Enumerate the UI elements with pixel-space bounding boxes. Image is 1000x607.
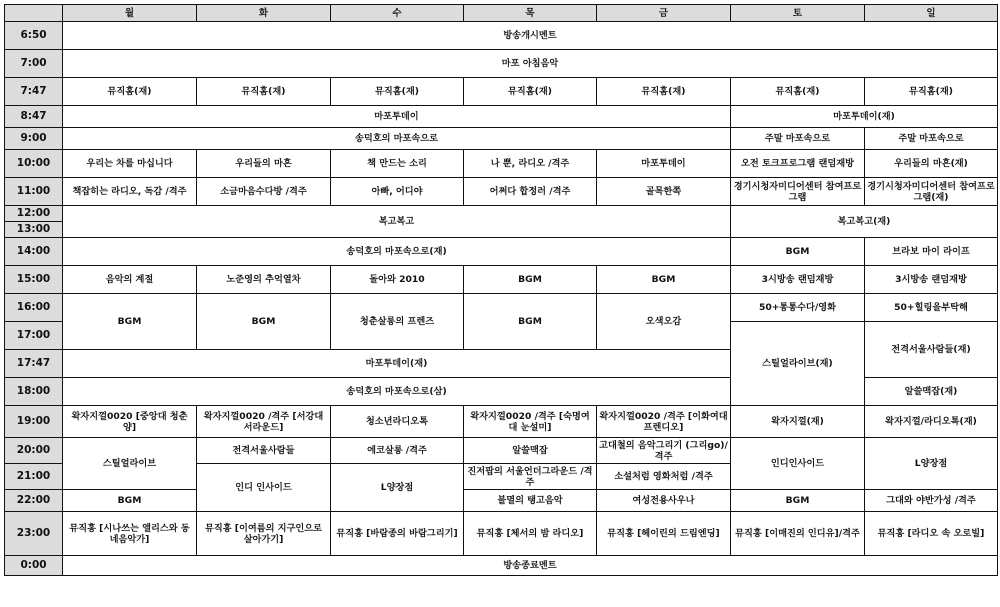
- program-cell: BGM: [731, 490, 865, 512]
- program-cell: 뮤직홍 [라디오 속 오로빌]: [865, 512, 998, 556]
- time-cell: 21:00: [5, 464, 63, 490]
- program-cell: 주말 마포속으로: [731, 128, 865, 150]
- time-cell: 8:47: [5, 106, 63, 128]
- program-cell: 진저팝의 서울언더그라운드 /격주: [464, 464, 597, 490]
- program-cell: 뮤직홍 [이여름의 지구인으로 살아가기]: [197, 512, 331, 556]
- day-header: 토: [731, 5, 865, 22]
- time-cell: 7:47: [5, 78, 63, 106]
- program-cell: 50+힐링을부탁해: [865, 294, 998, 322]
- day-header: 화: [197, 5, 331, 22]
- day-header: 월: [63, 5, 197, 22]
- program-cell: 여성전용사우나: [597, 490, 731, 512]
- program-cell: 경기시청자미디어센터 참여프로그램: [731, 178, 865, 206]
- program-cell: 골목한쪽: [597, 178, 731, 206]
- time-cell: 6:50: [5, 22, 63, 50]
- program-cell: BGM: [464, 294, 597, 350]
- program-cell: 책 만드는 소리: [331, 150, 464, 178]
- program-cell: 복고복고(재): [731, 206, 998, 238]
- time-row: [5, 22, 998, 50]
- program-cell: 불멸의 탱고음악: [464, 490, 597, 512]
- time-cell: 23:00: [5, 512, 63, 556]
- program-cell: 알쓸맥잡: [464, 438, 597, 464]
- program-cell: 뮤직홍 [시나쓰는 앨리스와 동네음악가]: [63, 512, 197, 556]
- time-cell: 17:47: [5, 350, 63, 378]
- day-header: 금: [597, 5, 731, 22]
- header-row: [5, 5, 998, 22]
- program-cell: 마포 아침음악: [63, 50, 998, 78]
- program-cell: 왁자지껄(재): [731, 406, 865, 438]
- program-cell: 인디인사이드: [731, 438, 865, 490]
- program-cell: 방송개시멘트: [63, 22, 998, 50]
- broadcast-schedule-table: [4, 4, 998, 576]
- program-cell: BGM: [63, 490, 197, 512]
- time-cell: 17:00: [5, 322, 63, 350]
- program-cell: 뮤직홈(재): [731, 78, 865, 106]
- program-cell: 뮤직홈(재): [197, 78, 331, 106]
- program-cell: 왁자지껄/라디오톡(재): [865, 406, 998, 438]
- program-cell: 뮤직홍 [이매진의 인디유]/격주: [731, 512, 865, 556]
- program-cell: 3시방송 랜덤재방: [731, 266, 865, 294]
- program-cell: BGM: [197, 294, 331, 350]
- program-cell: 브라보 마이 라이프: [865, 238, 998, 266]
- time-row: [5, 150, 998, 178]
- time-cell: 12:00: [5, 206, 63, 222]
- program-cell: BGM: [597, 266, 731, 294]
- time-row: [5, 178, 998, 206]
- program-cell: 청춘살롱의 프렌즈: [331, 294, 464, 350]
- program-cell: 에코살롱 /격주: [331, 438, 464, 464]
- program-cell: 소금마음수다방 /격주: [197, 178, 331, 206]
- program-cell: BGM: [464, 266, 597, 294]
- program-cell: 우리는 차를 마십니다: [63, 150, 197, 178]
- program-cell: 오전 토크프로그램 랜덤재방: [731, 150, 865, 178]
- time-row: [5, 50, 998, 78]
- program-cell: 송덕호의 마포속으로: [63, 128, 731, 150]
- time-row: [5, 266, 998, 294]
- program-cell: 아빠, 어디야: [331, 178, 464, 206]
- program-cell: 50+통통수다/영화: [731, 294, 865, 322]
- program-cell: 마포투데이(재): [731, 106, 998, 128]
- time-cell: 15:00: [5, 266, 63, 294]
- time-row: [5, 78, 998, 106]
- program-cell: 고대철의 음악그리기 (그리go)/격주: [597, 438, 731, 464]
- program-cell: 노준영의 추억열차: [197, 266, 331, 294]
- time-row: [5, 556, 998, 576]
- time-cell: 18:00: [5, 378, 63, 406]
- program-cell: 왁자지껄0020 /격주 [이화여대 프렌디오]: [597, 406, 731, 438]
- time-cell: 7:00: [5, 50, 63, 78]
- schedule-container: [4, 4, 998, 576]
- day-header: 목: [464, 5, 597, 22]
- program-cell: 우리들의 마흔(재): [865, 150, 998, 178]
- time-cell: 19:00: [5, 406, 63, 438]
- program-cell: 나 뿐, 라디오 /격주: [464, 150, 597, 178]
- program-cell: 알쓸맥잡(재): [865, 378, 998, 406]
- day-header: 수: [331, 5, 464, 22]
- program-cell: 그대와 야반가성 /격주: [865, 490, 998, 512]
- time-cell: 10:00: [5, 150, 63, 178]
- program-cell: 왁자지껄0020 /격주 [서강대 서라운드]: [197, 406, 331, 438]
- program-cell: 전격서울사람들: [197, 438, 331, 464]
- program-cell: 송덕호의 마포속으로(재): [63, 238, 731, 266]
- program-cell: 스틸얼라이브: [63, 438, 197, 490]
- time-row: [5, 106, 998, 128]
- program-cell: 주말 마포속으로: [865, 128, 998, 150]
- program-cell: 책잡히는 라디오, 독감 /격주: [63, 178, 197, 206]
- program-cell: 스틸얼라이브(재): [731, 322, 865, 406]
- program-cell: L양장점: [865, 438, 998, 490]
- program-cell: 청소년라디오톡: [331, 406, 464, 438]
- corner-cell: [5, 5, 63, 22]
- program-cell: 소설처럼 영화처럼 /격주: [597, 464, 731, 490]
- time-cell: 13:00: [5, 222, 63, 238]
- program-cell: 뮤직홍 [체서의 밤 라디오]: [464, 512, 597, 556]
- time-row: [5, 490, 998, 512]
- program-cell: 뮤직홈(재): [597, 78, 731, 106]
- program-cell: 복고복고: [63, 206, 731, 238]
- time-row: [5, 406, 998, 438]
- time-cell: 20:00: [5, 438, 63, 464]
- program-cell: 인디 인사이드: [197, 464, 331, 512]
- program-cell: 뮤직홈(재): [464, 78, 597, 106]
- program-cell: 오색오감: [597, 294, 731, 350]
- time-row: [5, 128, 998, 150]
- time-row: [5, 238, 998, 266]
- day-header: 일: [865, 5, 998, 22]
- program-cell: 어쩌다 합정러 /격주: [464, 178, 597, 206]
- program-cell: 뮤직홈(재): [331, 78, 464, 106]
- time-cell: 11:00: [5, 178, 63, 206]
- time-row: [5, 294, 998, 322]
- program-cell: L양장점: [331, 464, 464, 512]
- program-cell: 3시방송 랜덤재방: [865, 266, 998, 294]
- program-cell: 돌아와 2010: [331, 266, 464, 294]
- program-cell: BGM: [731, 238, 865, 266]
- time-cell: 14:00: [5, 238, 63, 266]
- program-cell: 마포투데이: [597, 150, 731, 178]
- program-cell: 마포투데이(재): [63, 350, 731, 378]
- program-cell: BGM: [63, 294, 197, 350]
- program-cell: 음악의 계절: [63, 266, 197, 294]
- time-row: [5, 512, 998, 556]
- time-cell: 22:00: [5, 490, 63, 512]
- time-cell: 0:00: [5, 556, 63, 576]
- program-cell: 우리들의 마흔: [197, 150, 331, 178]
- time-cell: 16:00: [5, 294, 63, 322]
- program-cell: 뮤직홍 [헤이린의 드림엔딩]: [597, 512, 731, 556]
- program-cell: 왁자지껄0020 [중앙대 청춘양]: [63, 406, 197, 438]
- program-cell: 방송종료멘트: [63, 556, 998, 576]
- time-row: [5, 206, 998, 222]
- time-row: [5, 438, 998, 464]
- program-cell: 왁자지껄0020 /격주 [숙명여대 눈설미]: [464, 406, 597, 438]
- program-cell: 송덕호의 마포속으로(삼): [63, 378, 731, 406]
- time-cell: 9:00: [5, 128, 63, 150]
- program-cell: 경기시청자미디어센터 참여프로그램(재): [865, 178, 998, 206]
- program-cell: 마포투데이: [63, 106, 731, 128]
- program-cell: 뮤직홍 [바람종의 바람그리기]: [331, 512, 464, 556]
- program-cell: 뮤직홈(재): [865, 78, 998, 106]
- program-cell: 뮤직홈(재): [63, 78, 197, 106]
- program-cell: 전격서울사람들(재): [865, 322, 998, 378]
